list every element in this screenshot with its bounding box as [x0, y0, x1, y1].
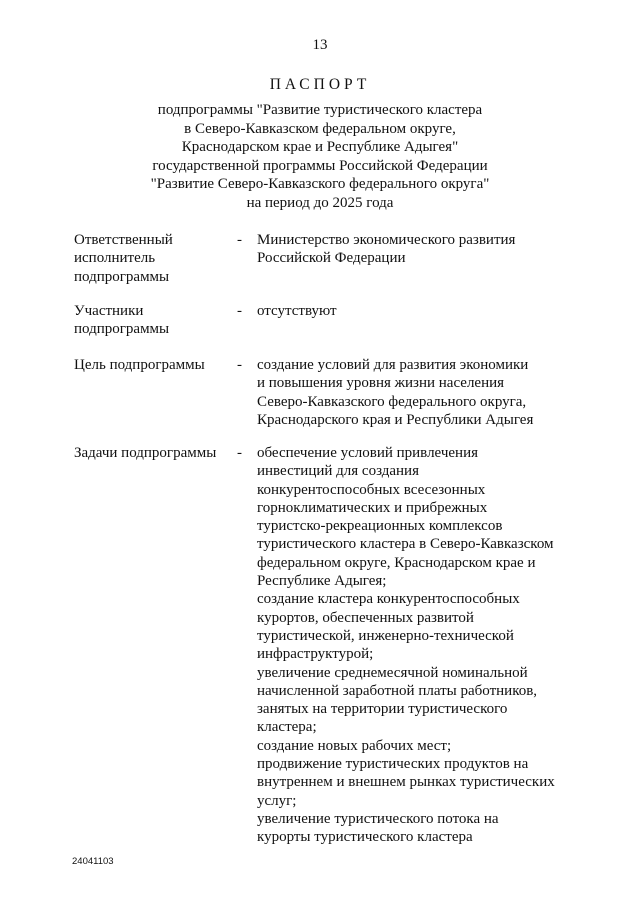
row-dash: -: [237, 445, 242, 461]
row-label: Участники подпрограммы: [74, 303, 170, 338]
row-value: Министерство экономического развития Российской Федерации: [257, 232, 516, 267]
row-dash: -: [237, 357, 242, 373]
subtitle-line: в Северо-Кавказском федеральном округе,: [184, 120, 456, 137]
row-label: Задачи подпрограммы: [74, 445, 217, 461]
row-label: Ответственный исполнитель подпрограммы: [74, 232, 173, 285]
document-subtitle: [0, 101, 640, 212]
document-code: 24041103: [72, 856, 114, 867]
subtitle-line: "Развитие Северо-Кавказского федерального округа": [150, 176, 490, 192]
document-title: ПАСПОРТ: [269, 76, 371, 93]
passport-table: [0, 231, 640, 854]
passport-row-goal: [0, 356, 640, 444]
passport-row-tasks: [0, 444, 640, 854]
subtitle-line: подпрограммы "Развитие туристического кластера: [157, 102, 483, 118]
row-dash: -: [237, 232, 242, 248]
row-dash: -: [237, 303, 242, 319]
row-label: Цель подпрограммы: [74, 357, 205, 373]
passport-row-participants: [0, 302, 640, 356]
subtitle-line: государственной программы Российской Федерации: [152, 157, 488, 174]
row-value: создание условий для развития экономики и повышения уровня жизни населения Северо-Кавказского федерального округа, Краснодарского края и Республики Адыгея: [257, 357, 534, 428]
row-value: отсутствуют: [257, 303, 337, 319]
row-value: обеспечение условий привлечения инвестиций для создания конкурентоспособных всесезонных горноклиматических и прибрежных туристско-рекреационных комплексов туристического кластера в Северо-Кавказском федеральном округе, Краснодарском крае и Республике Адыгея; создание кластера конкурентоспособных курортов, обеспеченных развитой туристической, инженерно-технической инфраструктурой; увеличение среднемесячной номинальной начисленной заработной платы работников, занятых на территории туристического кластера; создание новых рабочих мест; продвижение туристических продуктов на внутреннем и внешнем рынках туристических услуг; увеличение туристического потока на курорты туристического кластера: [257, 445, 555, 846]
page-number: 13: [312, 37, 328, 53]
subtitle-line: Краснодарском крае и Республике Адыгея": [181, 139, 459, 155]
passport-row-responsible: [0, 231, 640, 302]
subtitle-line: на период до 2025 года: [246, 194, 394, 211]
